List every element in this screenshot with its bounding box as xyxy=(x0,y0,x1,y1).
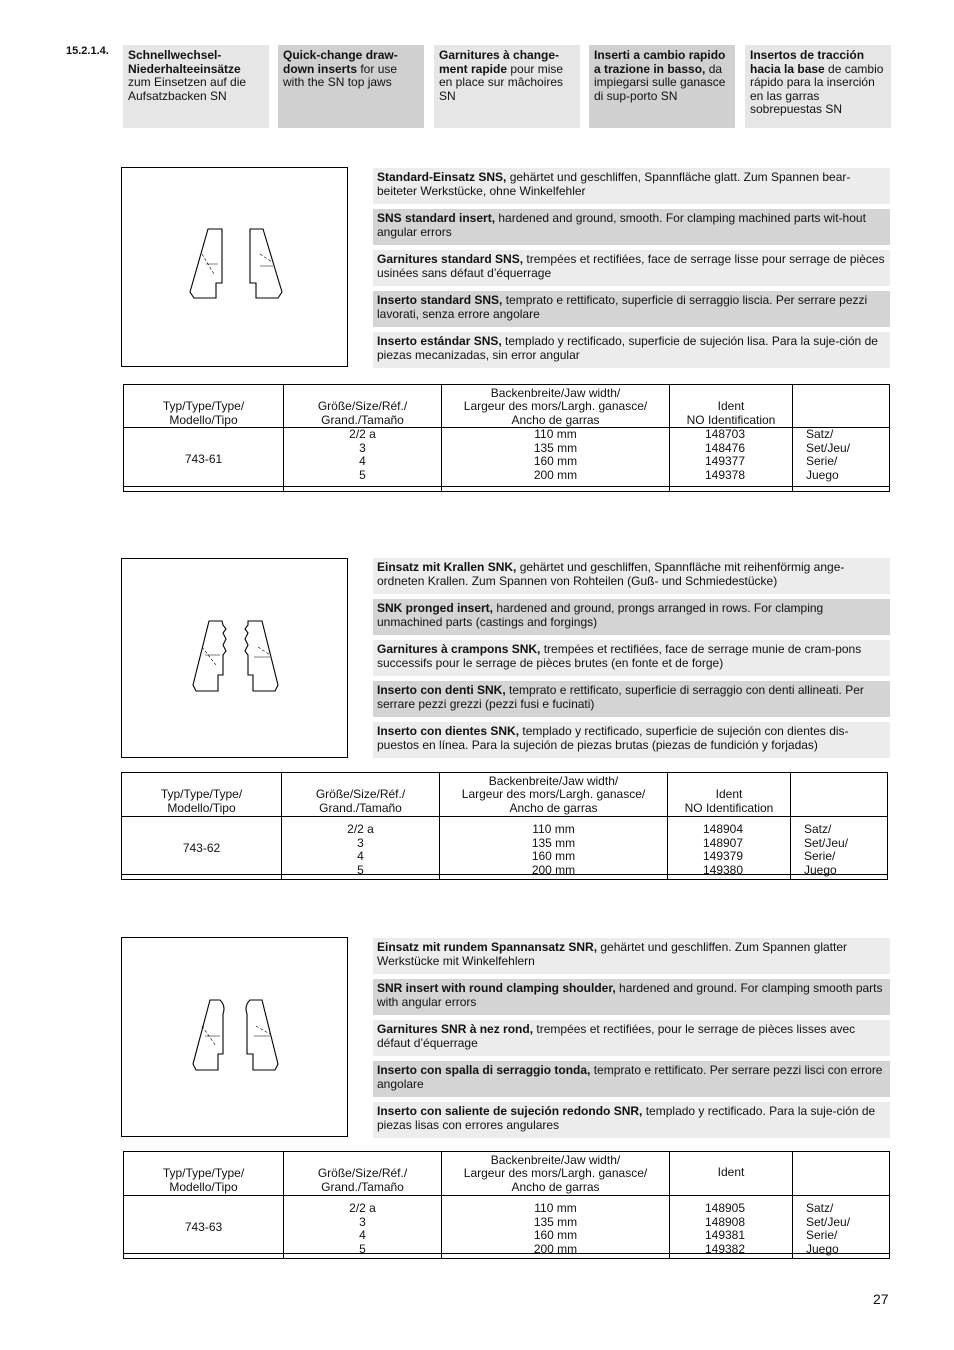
unit-value: Set/Jeu/ xyxy=(806,1214,851,1229)
ident-value: 148476 xyxy=(704,440,746,455)
snr-round-shoulder-insert-drawing xyxy=(122,938,349,1138)
ident-value: 148904 xyxy=(702,822,744,836)
size-value: 2/2 a xyxy=(349,1201,376,1215)
desc-text: hardened and ground. For clamping smooth parts with angular errors xyxy=(377,981,883,1009)
figure-snr xyxy=(121,937,348,1137)
desc-bold: Inserto con spalla di serraggio tonda, xyxy=(377,1063,591,1077)
figure-sns xyxy=(121,167,348,367)
header-line: Typ/Type/Type/ xyxy=(162,399,245,413)
desc-text: temprato e rettificato. Per serrare pezzi lisci con errore angolare xyxy=(377,1063,883,1091)
width-value: 200 mm xyxy=(531,862,576,877)
header-es-text: de cambio rápido para la inserción en las garras sobrepuestas SN xyxy=(750,61,884,116)
desc-snk-fr xyxy=(373,640,890,676)
desc-text: templado y rectificado, superficie de sujeción con dientes dis-puestos en línea. Para la sujeción de piezas brutas (piezas de fundición y forjadas) xyxy=(377,724,849,752)
unit-value: Satz/ xyxy=(806,1201,834,1215)
header-line: Ident xyxy=(717,399,745,413)
header-en-bold: Quick-change draw-down inserts xyxy=(283,48,398,76)
size-value: 2/2 a xyxy=(347,822,374,836)
desc-text: templado y rectificado. Para la suje-ción de piezas lisas con errores angulares xyxy=(377,1104,876,1132)
desc-text: gehärtet und geschliffen, Spannfläche mit reihenförmig ange-ordneten Krallen. Zum Spannen von Rohteilen (Guß- und Schmiedestücke) xyxy=(377,560,845,588)
width-value: 135 mm xyxy=(533,1214,578,1229)
desc-bold: Standard-Einsatz SNS, xyxy=(377,170,507,184)
col-header-size xyxy=(284,385,441,427)
desc-text: trempées et rectifiées, pour le serrage de pièces lisses avec défaut d’équerrage xyxy=(377,1022,856,1050)
width-value: 135 mm xyxy=(531,835,576,850)
desc-sns-fr xyxy=(373,250,890,286)
header-line: Ident xyxy=(717,1165,745,1180)
desc-sns-it xyxy=(373,291,890,327)
header-es xyxy=(745,45,891,128)
ident-value: 148908 xyxy=(704,1214,746,1229)
desc-sns-de xyxy=(373,168,890,204)
unit-value: Serie/ xyxy=(804,849,836,863)
desc-bold: Inserto standard SNS, xyxy=(377,293,503,307)
desc-snk-de xyxy=(373,558,890,594)
size-value: 3 xyxy=(359,440,366,455)
cell-type xyxy=(124,1196,283,1260)
col-header-ident xyxy=(668,773,790,815)
table-column-divider xyxy=(792,385,793,491)
size-value: 5 xyxy=(359,467,366,482)
cell-sizes xyxy=(284,1202,441,1256)
header-it-text: da impiegarsi sulle ganasce di sup-porto SN xyxy=(594,61,726,103)
desc-snr-fr xyxy=(373,1020,890,1056)
width-value: 200 mm xyxy=(533,467,578,482)
unit-value: Juego xyxy=(806,467,839,482)
ident-value: 149379 xyxy=(702,849,744,863)
size-value: 2/2 a xyxy=(349,427,376,441)
cell-widths xyxy=(442,1202,669,1256)
desc-bold: Inserto con dientes SNK, xyxy=(377,724,520,738)
size-value: 3 xyxy=(357,835,364,850)
header-line: Größe/Size/Réf./ xyxy=(317,1166,408,1180)
ident-value: 149380 xyxy=(702,862,744,877)
unit-value: Satz/ xyxy=(804,822,832,836)
unit-value: Serie/ xyxy=(806,1228,838,1242)
desc-snk-it xyxy=(373,681,890,717)
table-743-63 xyxy=(123,1151,890,1259)
header-en xyxy=(278,45,424,128)
ident-value: 149377 xyxy=(704,454,746,468)
figure-snk xyxy=(121,558,348,758)
desc-bold: Einsatz mit rundem Spannansatz SNR, xyxy=(377,940,598,954)
col-header-type xyxy=(124,1152,283,1194)
header-line: Grand./Tamaño xyxy=(319,800,402,815)
size-value: 3 xyxy=(359,1214,366,1229)
header-fr-text: pour mise en place sur mâchoires SN xyxy=(439,61,564,103)
header-line: Grand./Tamaño xyxy=(321,412,404,427)
unit-value: Serie/ xyxy=(806,454,838,468)
cell-unit xyxy=(806,1202,886,1256)
header-line: Typ/Type/Type/ xyxy=(162,1166,245,1180)
desc-text: trempées et rectifiées, face de serrage munie de cram-pons successifs pour le serrage de pièces brutes (en fonte et de forge) xyxy=(377,642,862,670)
type-value: 743-62 xyxy=(182,841,221,856)
width-value: 200 mm xyxy=(533,1241,578,1256)
ident-value: 148907 xyxy=(702,835,744,850)
desc-text: gehärtet und geschliffen, Spannfläche glatt. Zum Spannen bear-beiteter Werkstücke, ohne Winkelfehler xyxy=(377,170,851,198)
cell-unit xyxy=(804,823,884,877)
cell-type xyxy=(122,817,281,881)
desc-bold: Inserto con denti SNK, xyxy=(377,683,506,697)
col-header-width xyxy=(442,385,669,427)
col-header-type xyxy=(122,773,281,815)
header-it xyxy=(589,45,735,128)
desc-sns-en xyxy=(373,209,890,245)
cell-widths xyxy=(440,823,667,877)
width-value: 160 mm xyxy=(533,1228,578,1242)
col-header-size xyxy=(284,1152,441,1194)
cell-type xyxy=(124,428,283,492)
desc-text: gehärtet und geschliffen. Zum Spannen glatter Werkstücke mit Winkelfehlern xyxy=(377,940,847,968)
header-line: NO Identification xyxy=(686,412,776,427)
ident-value: 149382 xyxy=(704,1241,746,1256)
header-line: Backenbreite/Jaw width/ xyxy=(490,1152,621,1167)
desc-bold: SNK pronged insert, xyxy=(377,601,494,615)
header-line: Modello/Tipo xyxy=(167,800,236,815)
cell-sizes xyxy=(282,823,439,877)
type-value: 743-63 xyxy=(184,1220,223,1235)
desc-snk-en xyxy=(373,599,890,635)
header-fr-bold: Garnitures à change-ment rapide xyxy=(439,48,560,76)
width-value: 135 mm xyxy=(533,440,578,455)
desc-bold: Inserto estándar SNS, xyxy=(377,334,502,348)
desc-text: temprato e rettificato, superficie di serraggio con denti allineati. Per serrare pezzi grezzi (pezzi fusi e fucinati) xyxy=(377,683,864,711)
desc-bold: Garnitures à crampons SNK, xyxy=(377,642,541,656)
desc-bold: Inserto con saliente de sujeción redondo SNR, xyxy=(377,1104,643,1118)
width-value: 110 mm xyxy=(534,427,577,441)
desc-text: hardened and ground, smooth. For clamping machined parts wit-hout angular errors xyxy=(377,211,866,239)
desc-bold: Garnitures SNR à nez rond, xyxy=(377,1022,534,1036)
header-es-bold: Insertos de tracción hacia la base xyxy=(750,48,865,76)
table-column-divider xyxy=(790,773,791,879)
desc-text: trempées et rectifiées, face de serrage lisse pour serrage de pièces usinées sans défaut d’équerrage xyxy=(377,252,885,280)
header-line: Largeur des mors/Largh. ganasce/ xyxy=(461,787,646,801)
header-line: Ancho de garras xyxy=(511,412,600,427)
desc-snr-it xyxy=(373,1061,890,1097)
size-value: 4 xyxy=(357,849,364,863)
cell-sizes xyxy=(284,428,441,482)
size-value: 5 xyxy=(357,862,364,877)
header-line: Größe/Size/Réf./ xyxy=(315,787,406,801)
desc-snr-es xyxy=(373,1102,890,1138)
header-it-bold: Inserti a cambio rapido a trazione in basso, xyxy=(594,48,726,76)
col-header-type xyxy=(124,385,283,427)
table-743-61 xyxy=(123,384,890,492)
desc-snr-en xyxy=(373,979,890,1015)
header-line: Largeur des mors/Largh. ganasce/ xyxy=(463,1166,648,1180)
size-value: 5 xyxy=(359,1241,366,1256)
ident-value: 149381 xyxy=(704,1228,746,1242)
header-line: Typ/Type/Type/ xyxy=(160,787,243,801)
section-number: 15.2.1.4. xyxy=(66,45,109,57)
header-line: Largeur des mors/Largh. ganasce/ xyxy=(463,399,648,413)
page-number: 27 xyxy=(873,1291,889,1307)
header-de-text: zum Einsetzen auf die Aufsatzbacken SN xyxy=(128,75,247,103)
header-de xyxy=(123,45,269,128)
desc-bold: SNS standard insert, xyxy=(377,211,496,225)
header-line: Modello/Tipo xyxy=(169,412,238,427)
sns-standard-insert-drawing xyxy=(122,168,349,368)
header-line: Backenbreite/Jaw width/ xyxy=(490,385,621,400)
type-value: 743-61 xyxy=(184,452,223,467)
unit-value: Juego xyxy=(804,862,837,877)
col-header-width xyxy=(442,1152,669,1194)
unit-value: Set/Jeu/ xyxy=(806,440,851,455)
cell-unit xyxy=(806,428,886,482)
desc-bold: Einsatz mit Krallen SNK, xyxy=(377,560,517,574)
desc-snr-de xyxy=(373,938,890,974)
col-header-size xyxy=(282,773,439,815)
table-column-divider xyxy=(792,1152,793,1258)
size-value: 4 xyxy=(359,1228,366,1242)
header-line: NO Identification xyxy=(684,800,774,815)
col-header-ident xyxy=(670,385,792,427)
col-header-ident xyxy=(670,1152,792,1194)
header-en-text: for use with the SN top jaws xyxy=(283,61,398,89)
cell-idents xyxy=(670,428,780,482)
unit-value: Satz/ xyxy=(806,427,834,441)
desc-snk-es xyxy=(373,722,890,758)
header-line: Modello/Tipo xyxy=(169,1179,238,1194)
ident-value: 148905 xyxy=(704,1201,746,1215)
unit-value: Juego xyxy=(806,1241,839,1256)
width-value: 160 mm xyxy=(531,849,576,863)
header-fr xyxy=(434,45,580,128)
header-line: Grand./Tamaño xyxy=(321,1179,404,1194)
cell-idents xyxy=(670,1202,780,1256)
header-line: Ancho de garras xyxy=(511,1179,600,1194)
snk-pronged-insert-drawing xyxy=(122,559,349,759)
desc-text: hardened and ground, prongs arranged in rows. For clamping unmachined parts (castings and forgings) xyxy=(377,601,824,629)
ident-value: 149378 xyxy=(704,467,746,482)
header-line: Größe/Size/Réf./ xyxy=(317,399,408,413)
col-header-width xyxy=(440,773,667,815)
ident-value: 148703 xyxy=(704,427,746,441)
width-value: 110 mm xyxy=(534,1201,577,1215)
desc-bold: SNR insert with round clamping shoulder, xyxy=(377,981,616,995)
desc-text: temprato e rettificato, superficie di serraggio liscia. Per serrare pezzi lavorati, senza errore angolare xyxy=(377,293,868,321)
cell-idents xyxy=(668,823,778,877)
header-line: Backenbreite/Jaw width/ xyxy=(488,773,619,788)
desc-text: templado y rectificado, superficie de sujeción lisa. Para la suje-ción de piezas mecanizadas, sin error angular xyxy=(377,334,878,362)
header-line: Ident xyxy=(715,787,743,801)
desc-sns-es xyxy=(373,332,890,368)
unit-value: Set/Jeu/ xyxy=(804,835,849,850)
header-line: Ancho de garras xyxy=(509,800,598,815)
header-de-bold: Schnellwechsel-Niederhalteeinsätze xyxy=(128,48,241,76)
table-743-62 xyxy=(121,772,888,880)
cell-widths xyxy=(442,428,669,482)
desc-bold: Garnitures standard SNS, xyxy=(377,252,524,266)
width-value: 160 mm xyxy=(533,454,578,468)
size-value: 4 xyxy=(359,454,366,468)
width-value: 110 mm xyxy=(532,822,575,836)
